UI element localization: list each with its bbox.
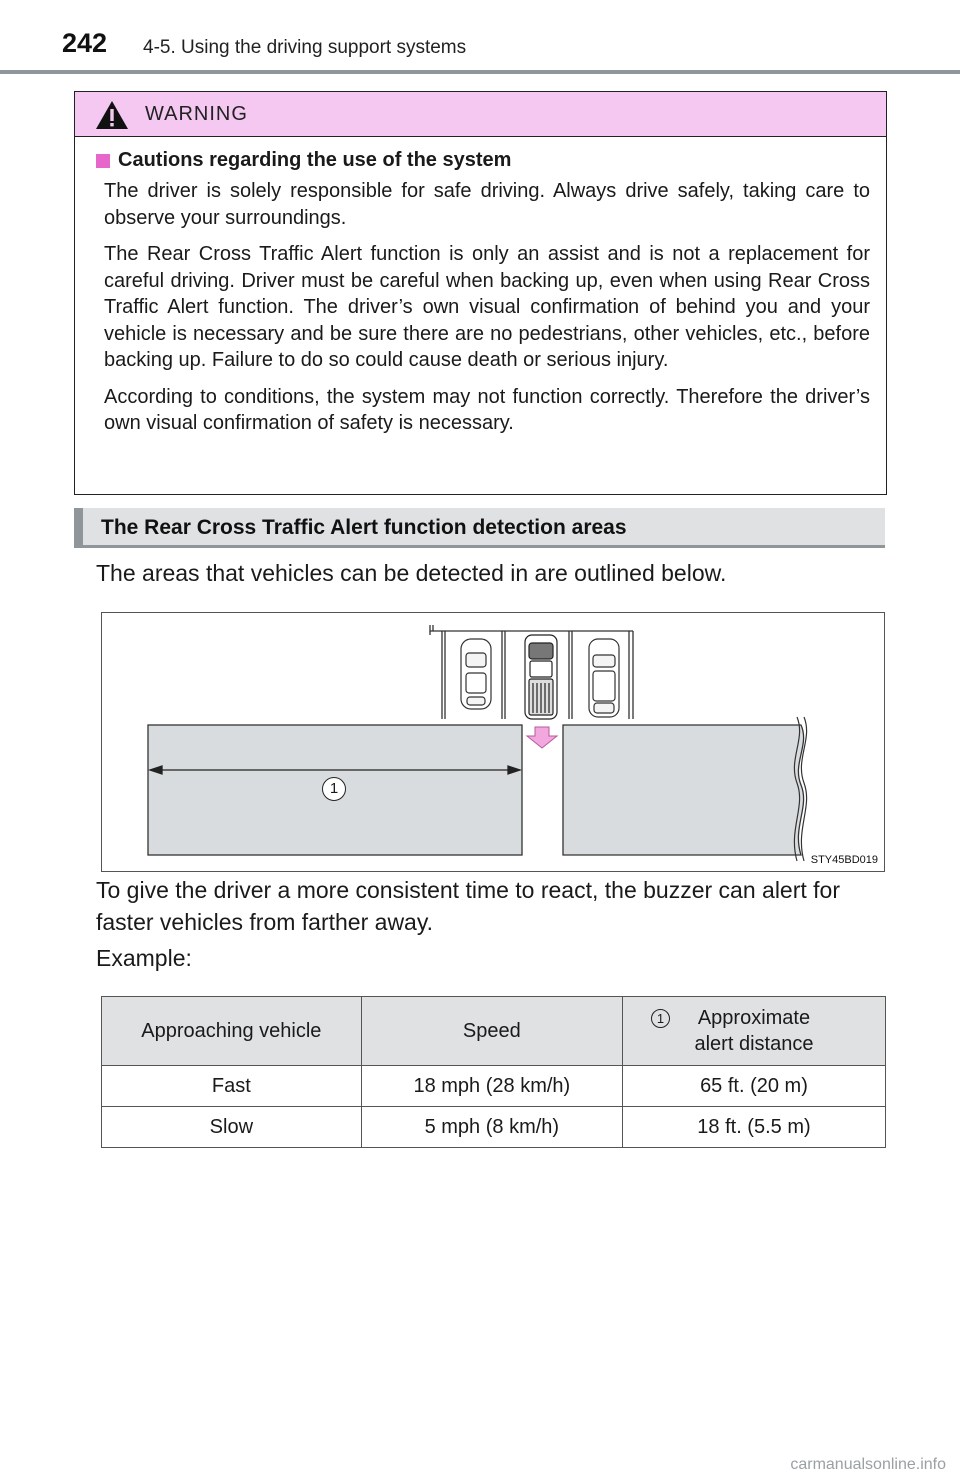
table-cell: 18 mph (28 km/h) [361,1066,622,1107]
figure-code: STY45BD019 [810,854,878,866]
callout-1: 1 [322,777,346,801]
table-cell: Slow [102,1107,362,1148]
table-row [102,1107,886,1148]
caution-heading-text: Cautions regarding the use of the system [118,149,512,171]
warning-paragraph: The driver is solely responsible for safe driving. Always drive safely, taking care to observe your surroundings. [104,180,870,229]
table-cell: 18 ft. (5.5 m) [622,1107,885,1148]
section-title: 4-5. Using the driving support systems [143,37,467,58]
intro-text: The areas that vehicles can be detected in are outlined below. [96,560,727,586]
example-label: Example: [96,945,192,971]
warning-body [75,137,886,437]
table-row [102,1066,886,1107]
table-cell: 5 mph (8 km/h) [361,1107,622,1148]
header-alert-distance [622,997,885,1066]
page-header [0,0,960,76]
table-cell: 65 ft. (20 m) [622,1066,885,1107]
warning-header [75,92,886,137]
detection-area-diagram [101,612,885,872]
page-number: 242 [62,28,108,58]
header-speed: Speed [361,997,622,1066]
header-alert-distance-text: Approximate alert distance [694,1007,814,1055]
reverse-direction-arrow [527,727,557,748]
body-text: To give the driver a more consistent time to react, the buzzer can alert for faster vehicles from farther away. [96,877,841,935]
reversing-truck [525,635,557,719]
warning-title: WARNING [145,103,248,125]
table-cell: Fast [102,1066,362,1107]
watermark: carmanualsonline.info [790,1456,946,1473]
warning-box [74,91,887,495]
table-header-row [102,997,886,1066]
warning-triangle-icon [95,100,129,130]
warning-paragraph: The Rear Cross Traffic Alert function is only an assist and is not a replacement for careful driving. Driver must be careful when backing up, even when using Rear Cross Traffic Alert function. The driver’s own visual confirmation of behind you and your vehicle is necessary and be sure there are no pedestrians, other vehicles, etc., before backing up. Failure to do so could cause death or serious injury. [104,243,870,371]
section-heading-text: The Rear Cross Traffic Alert function detection areas [101,516,627,539]
detection-area-illustration [102,613,886,873]
section-heading [74,508,885,548]
alert-distance-table [101,996,886,1148]
parked-car-left [461,639,491,709]
header-rule [0,70,960,74]
caution-heading [96,149,870,172]
detection-area-right [563,725,804,855]
warning-paragraph: According to conditions, the system may not function correctly. Therefore the driver’s own visual confirmation of safety is necessary. [104,385,870,434]
header-callout-1: 1 [651,1009,670,1028]
parked-car-right [589,639,619,717]
header-approaching-vehicle: Approaching vehicle [102,997,362,1066]
bullet-square-icon [96,154,110,168]
